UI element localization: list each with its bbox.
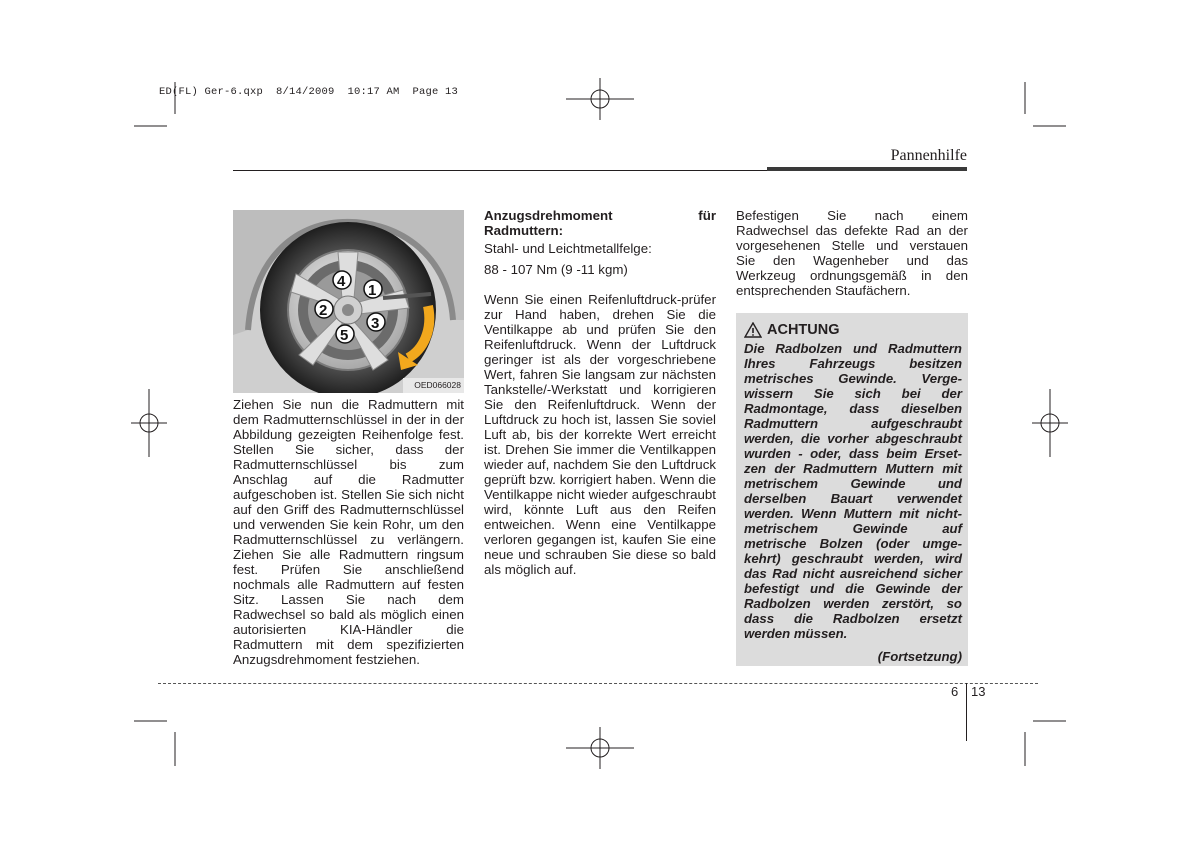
col2-paragraph: Wenn Sie einen Reifenluftdruck-prüfer zur Hand haben, drehen Sie die Ventilkappe ab und prüfen Sie den Reifenluftdruck. Wenn der Luftdruck geringer ist als der vorgeschriebene Wert, fahren Sie langsam zur nächsten Tankstelle/-Werkstatt und korrigieren Sie den Reifenluftdruck. Wenn der Luftdruck zu hoch ist, lassen Sie soviel Luft ab, bis der korrekte Wert erreicht ist. Drehen Sie immer die Ventilkappen wieder auf, nachdem Sie den Luftdruck geprüft bzw. korrigiert haben. Wenn die Ventilkappe nicht wieder aufgeschraubt wird, könnte Luft aus den Reifen entweichen. Wenn eine Ventilkappe verloren gegangen ist, kaufen Sie eine neue und schrauben Sie diese so bald als möglich auf. xyxy=(484,292,716,577)
caution-title: ACHTUNG xyxy=(767,322,840,338)
bolt-label-3: 3 xyxy=(371,315,380,332)
registration-mark-right xyxy=(1032,389,1068,457)
caution-text: Die Radbolzen und Radmuttern Ihres Fahrzeugs besitzen metrisches Gewinde. Verge-wissern Sie sich bei der Radmontage, dass dieselben Radmuttern aufgeschraubt werden, die vorher abgeschraubt wurden - oder, dass beim Erset-zen der Radmuttern Muttern mit metrischem Gewinde und derselben Bauart verwendet werden. Wenn Muttern mit nicht-metrischem Gewinde auf metrische Bolzen (oder umge-kehrt) geschraubt werden, wird das Rad nicht ausreichend sicher befestigt und die Gewinde der Radbolzen werden zerstört, so dass die Radbolzen ersetzt werden müssen. xyxy=(744,341,962,641)
footer-dashed-rule xyxy=(158,683,1038,684)
col1-paragraph: Ziehen Sie nun die Radmuttern mit dem Radmutternschlüssel in der in der Abbildung gezeigten Reihenfolge fest. Stellen Sie sicher, dass der Radmutternschlüssel bis zum Anschlag auf die Radmutter aufgeschoben ist. Stellen Sie sich nicht auf den Griff des Radmutternschlüssel und verwenden Sie kein Rohr, um den Radmutternschlüssel zu verlängern. Ziehen Sie alle Radmuttern ringsum fest. Prüfen Sie anschließend nochmals alle Radmuttern auf festen Sitz. Lassen Sie nach dem Radwechsel so bald als möglich einen autorisierten KIA-Händler die Radmuttern mit dem spezifizierten Anzugsdrehmoment festziehen. xyxy=(233,397,464,667)
warning-triangle-icon xyxy=(744,322,762,338)
bolt-label-1: 1 xyxy=(368,282,377,299)
figure-code: OED066028 xyxy=(414,380,461,390)
section-title: Pannenhilfe xyxy=(890,147,967,164)
bolt-label-2: 2 xyxy=(319,302,328,319)
registration-mark-top xyxy=(566,78,634,120)
rim-type-line: Stahl- und Leichtmetallfelge: xyxy=(484,241,652,256)
continued-note: (Fortsetzung) xyxy=(877,649,962,664)
wheel-drawing xyxy=(233,210,464,393)
column-3 xyxy=(736,208,968,298)
bolt-label-5: 5 xyxy=(340,327,349,344)
column-1 xyxy=(233,397,464,667)
column-2 xyxy=(484,208,716,577)
chapter-number: 6 xyxy=(951,684,959,699)
registration-mark-left xyxy=(131,389,167,457)
bolt-label-4: 4 xyxy=(337,273,346,290)
torque-heading: Anzugsdrehmoment für Radmuttern: xyxy=(484,208,716,238)
print-slug: ED(FL) Ger-6.qxp 8/14/2009 10:17 AM Page 13 xyxy=(159,86,459,98)
col3-paragraph: Befestigen Sie nach einem Radwechsel das defekte Rad an der vorgesehenen Stelle und verstauen Sie den Wagenheber und das Werkzeug ordnungsgemäß in den entsprechenden Staufächern. xyxy=(736,208,968,298)
torque-value: 88 - 107 Nm (9 -11 kgm) xyxy=(484,262,628,277)
registration-mark-bottom xyxy=(566,727,634,769)
page-number-separator xyxy=(966,683,967,741)
wheel-illustration xyxy=(233,210,464,393)
page-number: 13 xyxy=(971,684,986,699)
caution-box xyxy=(736,313,968,666)
header-rule-accent xyxy=(767,167,967,171)
